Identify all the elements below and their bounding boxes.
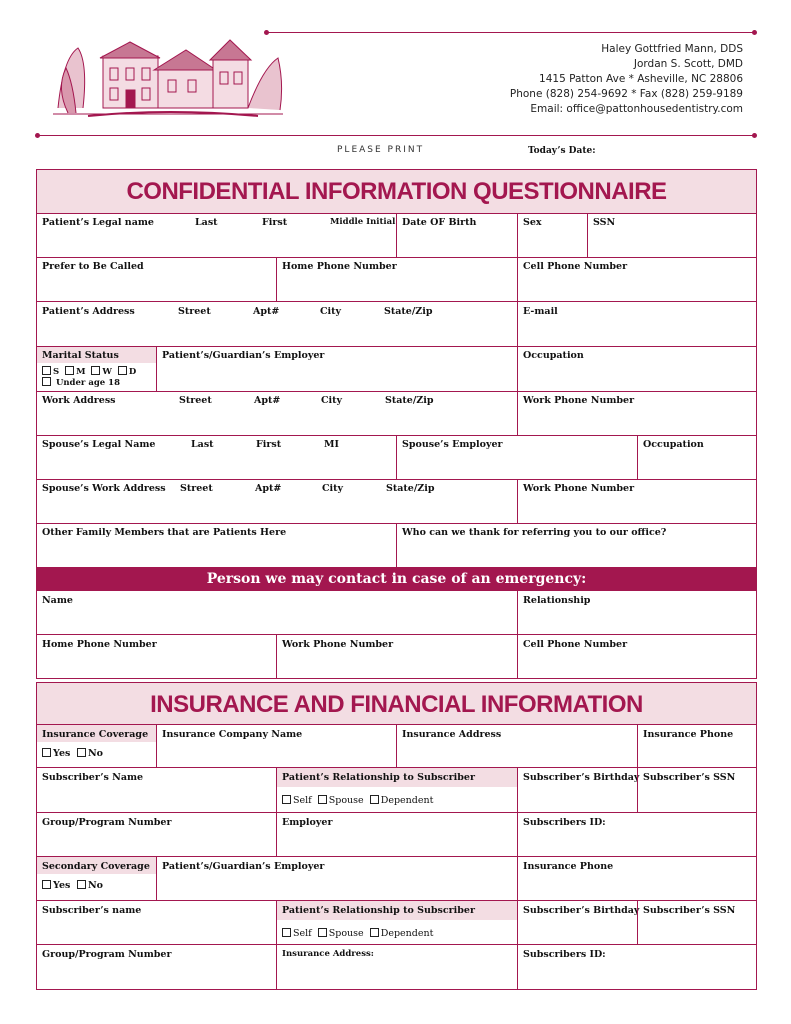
work-phone-label: Work Phone Number: [282, 639, 394, 650]
spouse-name-field[interactable]: [36, 435, 397, 480]
emergency-relationship-field[interactable]: [517, 590, 757, 635]
cell-phone-label: Cell Phone Number: [523, 639, 628, 650]
relationship-label: Relationship: [523, 595, 591, 606]
relationship-label: Patient’s Relationship to Subscriber: [282, 905, 475, 916]
work-phone-label: Work Phone Number: [523, 395, 635, 406]
todays-date-label: Today’s Date:: [528, 146, 596, 156]
city-label: City: [321, 395, 343, 406]
section2-title: INSURANCE AND FINANCIAL INFORMATION: [150, 691, 643, 718]
home-phone-label: Home Phone Number: [282, 261, 397, 272]
please-print-label: PLEASE PRINT: [337, 145, 425, 155]
street-label: Street: [180, 483, 213, 494]
occupation-field[interactable]: [517, 346, 757, 392]
apt-label: Apt#: [255, 483, 282, 494]
prefer-label: Prefer to Be Called: [42, 261, 144, 272]
spouse-employer-label: Spouse’s Employer: [402, 439, 503, 450]
state-zip-label: State/Zip: [384, 306, 433, 317]
emergency-name-label: Name: [42, 595, 73, 606]
secondary-coverage-field: [36, 856, 157, 901]
spouse-name-label: Spouse’s Legal Name: [42, 439, 156, 450]
patient-name-label: Patient’s Legal name: [42, 217, 154, 228]
sub-ssn-label: Subscriber’s SSN: [643, 905, 736, 916]
spouse-label: Spouse: [328, 928, 364, 939]
employer-label: Employer: [282, 817, 333, 828]
practice-line: 1415 Patton Ave * Asheville, NC 28806: [539, 73, 743, 85]
marital-m-label: M: [76, 367, 86, 377]
emergency-header: Person we may contact in case of an emergency:: [36, 568, 757, 590]
cell-phone-field[interactable]: [517, 257, 757, 302]
secondary-phone-field[interactable]: [517, 856, 757, 901]
dependent-label: Dependent: [380, 928, 434, 939]
yes-label: Yes: [53, 880, 71, 891]
apt-label: Apt#: [254, 395, 281, 406]
ins-address-label: Insurance Address: [402, 729, 502, 740]
dependent-checkbox[interactable]: [370, 928, 379, 937]
subscriber-id-label: Subscribers ID:: [523, 817, 606, 828]
under18-checkbox[interactable]: [42, 377, 51, 386]
employer-field[interactable]: [276, 812, 518, 857]
subscriber-name-field[interactable]: [36, 767, 277, 813]
home-phone-label: Home Phone Number: [42, 639, 157, 650]
sex-field[interactable]: [517, 213, 588, 258]
city-label: City: [322, 483, 344, 494]
secondary-ssn-field[interactable]: [637, 900, 757, 945]
self-checkbox[interactable]: [282, 928, 291, 937]
other-family-label: Other Family Members that are Patients Here: [42, 527, 287, 538]
company-label: Insurance Company Name: [162, 729, 303, 740]
marital-s-label: S: [53, 367, 60, 377]
city-label: City: [320, 306, 342, 317]
relationship-label: Patient’s Relationship to Subscriber: [282, 772, 475, 783]
sex-label: Sex: [523, 217, 542, 228]
insurance-company-field[interactable]: [156, 724, 397, 768]
guardian-employer-field[interactable]: [156, 346, 518, 392]
spouse-work-address-label: Spouse’s Work Address: [42, 483, 166, 494]
birthday-label: Subscriber’s Birthday: [523, 772, 640, 783]
secondary-yes-checkbox[interactable]: [42, 880, 51, 889]
marital-w-checkbox[interactable]: [91, 366, 100, 375]
insurance-coverage-field: [36, 724, 157, 768]
coverage-yes-checkbox[interactable]: [42, 748, 51, 757]
section1-title: CONFIDENTIAL INFORMATION QUESTIONNAIRE: [126, 178, 667, 205]
practice-line: Jordan S. Scott, DMD: [633, 58, 743, 70]
subscriber-name-label: Subscriber’s name: [42, 905, 142, 916]
last-label: Last: [195, 217, 218, 228]
secondary-label: Secondary Coverage: [42, 861, 150, 872]
secondary-birthday-field[interactable]: [517, 900, 638, 945]
no-label: No: [87, 880, 104, 891]
no-label: No: [87, 748, 104, 759]
insurance-address-field[interactable]: [396, 724, 638, 768]
birthday-label: Subscriber’s Birthday: [523, 905, 640, 916]
dependent-label: Dependent: [380, 795, 434, 806]
subscriber-ssn-field[interactable]: [637, 767, 757, 813]
ssn-field[interactable]: [587, 213, 757, 258]
referral-label: Who can we thank for referring you to our office?: [402, 527, 667, 538]
coverage-no-checkbox[interactable]: [77, 748, 86, 757]
section1-title-bar: [36, 169, 757, 214]
rule-dot: [752, 30, 757, 35]
patient-address-field[interactable]: [36, 301, 518, 347]
spouse-work-phone-field[interactable]: [517, 479, 757, 524]
apt-label: Apt#: [253, 306, 280, 317]
mi-label: MI: [324, 439, 339, 450]
other-family-field[interactable]: [36, 523, 397, 568]
insurance-phone-field[interactable]: [637, 724, 757, 768]
state-zip-label: State/Zip: [386, 483, 435, 494]
occupation-label: Occupation: [523, 350, 584, 361]
secondary-group-field[interactable]: [36, 944, 277, 990]
yes-label: Yes: [53, 748, 71, 759]
work-phone-field[interactable]: [517, 391, 757, 436]
email-label: E-mail: [523, 306, 558, 317]
guardian-employer-label: Patient’s/Guardian’s Employer: [162, 350, 325, 361]
relationship-field: [276, 767, 518, 813]
practice-line: Haley Gottfried Mann, DDS: [601, 43, 743, 55]
spouse-label: Spouse: [328, 795, 364, 806]
house-illustration: [48, 28, 288, 120]
group-label: Group/Program Number: [42, 949, 172, 960]
secondary-no-checkbox[interactable]: [77, 880, 86, 889]
prefer-name-field[interactable]: [36, 257, 277, 302]
secondary-relationship-field: [276, 900, 518, 945]
subscriber-id-label: Subscribers ID:: [523, 949, 606, 960]
top-rule: [267, 32, 755, 33]
practice-address: [510, 42, 743, 117]
middle-label: Middle Initial: [330, 217, 396, 227]
coverage-label: Insurance Coverage: [42, 729, 149, 740]
ins-address-label: Insurance Address:: [282, 949, 374, 959]
street-label: Street: [179, 395, 212, 406]
secondary-employer-label: Patient’s/Guardian’s Employer: [162, 861, 325, 872]
sub-ssn-label: Subscriber’s SSN: [643, 772, 736, 783]
work-address-field[interactable]: [36, 391, 518, 436]
emergency-home-phone-field[interactable]: [36, 634, 277, 679]
secondary-subscriber-id-field[interactable]: [517, 944, 757, 990]
self-checkbox[interactable]: [282, 795, 291, 804]
secondary-employer-field[interactable]: [156, 856, 518, 901]
emergency-cell-phone-field[interactable]: [517, 634, 757, 679]
marital-status-field: [36, 346, 157, 392]
self-label: Self: [293, 928, 312, 939]
first-label: First: [256, 439, 282, 450]
marital-w-label: W: [102, 367, 112, 377]
email-field[interactable]: [517, 301, 757, 347]
marital-d-label: D: [128, 367, 137, 377]
marital-s-checkbox[interactable]: [42, 366, 51, 375]
self-label: Self: [293, 795, 312, 806]
subscriber-id-field[interactable]: [517, 812, 757, 857]
spouse-checkbox[interactable]: [318, 928, 327, 937]
secondary-subscriber-name-field[interactable]: [36, 900, 277, 945]
referral-field[interactable]: [396, 523, 757, 568]
last-label: Last: [191, 439, 214, 450]
dob-field[interactable]: [396, 213, 518, 258]
section2-title-bar: [36, 682, 757, 725]
marital-d-checkbox[interactable]: [118, 366, 127, 375]
group-number-field[interactable]: [36, 812, 277, 857]
subscriber-birthday-field[interactable]: [517, 767, 638, 813]
under18-label: Under age 18: [55, 378, 120, 388]
emergency-work-phone-field[interactable]: [276, 634, 518, 679]
ssn-label: SSN: [593, 217, 616, 228]
mid-rule: [38, 135, 755, 136]
spouse-work-address-field[interactable]: [36, 479, 518, 524]
occupation-label: Occupation: [643, 439, 704, 450]
dob-label: Date OF Birth: [402, 217, 477, 228]
dependent-checkbox[interactable]: [370, 795, 379, 804]
cell-phone-label: Cell Phone Number: [523, 261, 628, 272]
street-label: Street: [178, 306, 211, 317]
marital-label: Marital Status: [42, 350, 119, 361]
state-zip-label: State/Zip: [385, 395, 434, 406]
secondary-ins-address-field[interactable]: [276, 944, 518, 990]
spouse-checkbox[interactable]: [318, 795, 327, 804]
work-phone-label: Work Phone Number: [523, 483, 635, 494]
rule-dot: [752, 133, 757, 138]
work-address-label: Work Address: [42, 395, 116, 406]
ins-phone-label: Insurance Phone: [643, 729, 734, 740]
practice-line: Phone (828) 254-9692 * Fax (828) 259-9189: [509, 88, 743, 100]
spouse-employer-field[interactable]: [396, 435, 638, 480]
home-phone-field[interactable]: [276, 257, 518, 302]
subscriber-name-label: Subscriber’s Name: [42, 772, 144, 783]
emergency-name-field[interactable]: [36, 590, 518, 635]
secondary-phone-label: Insurance Phone: [523, 861, 614, 872]
patient-name-field[interactable]: [36, 213, 397, 258]
first-label: First: [262, 217, 288, 228]
practice-line: Email: office@pattonhousedentistry.com: [530, 103, 743, 115]
spouse-occupation-field[interactable]: [637, 435, 757, 480]
group-label: Group/Program Number: [42, 817, 172, 828]
marital-m-checkbox[interactable]: [65, 366, 74, 375]
address-label: Patient’s Address: [42, 306, 135, 317]
